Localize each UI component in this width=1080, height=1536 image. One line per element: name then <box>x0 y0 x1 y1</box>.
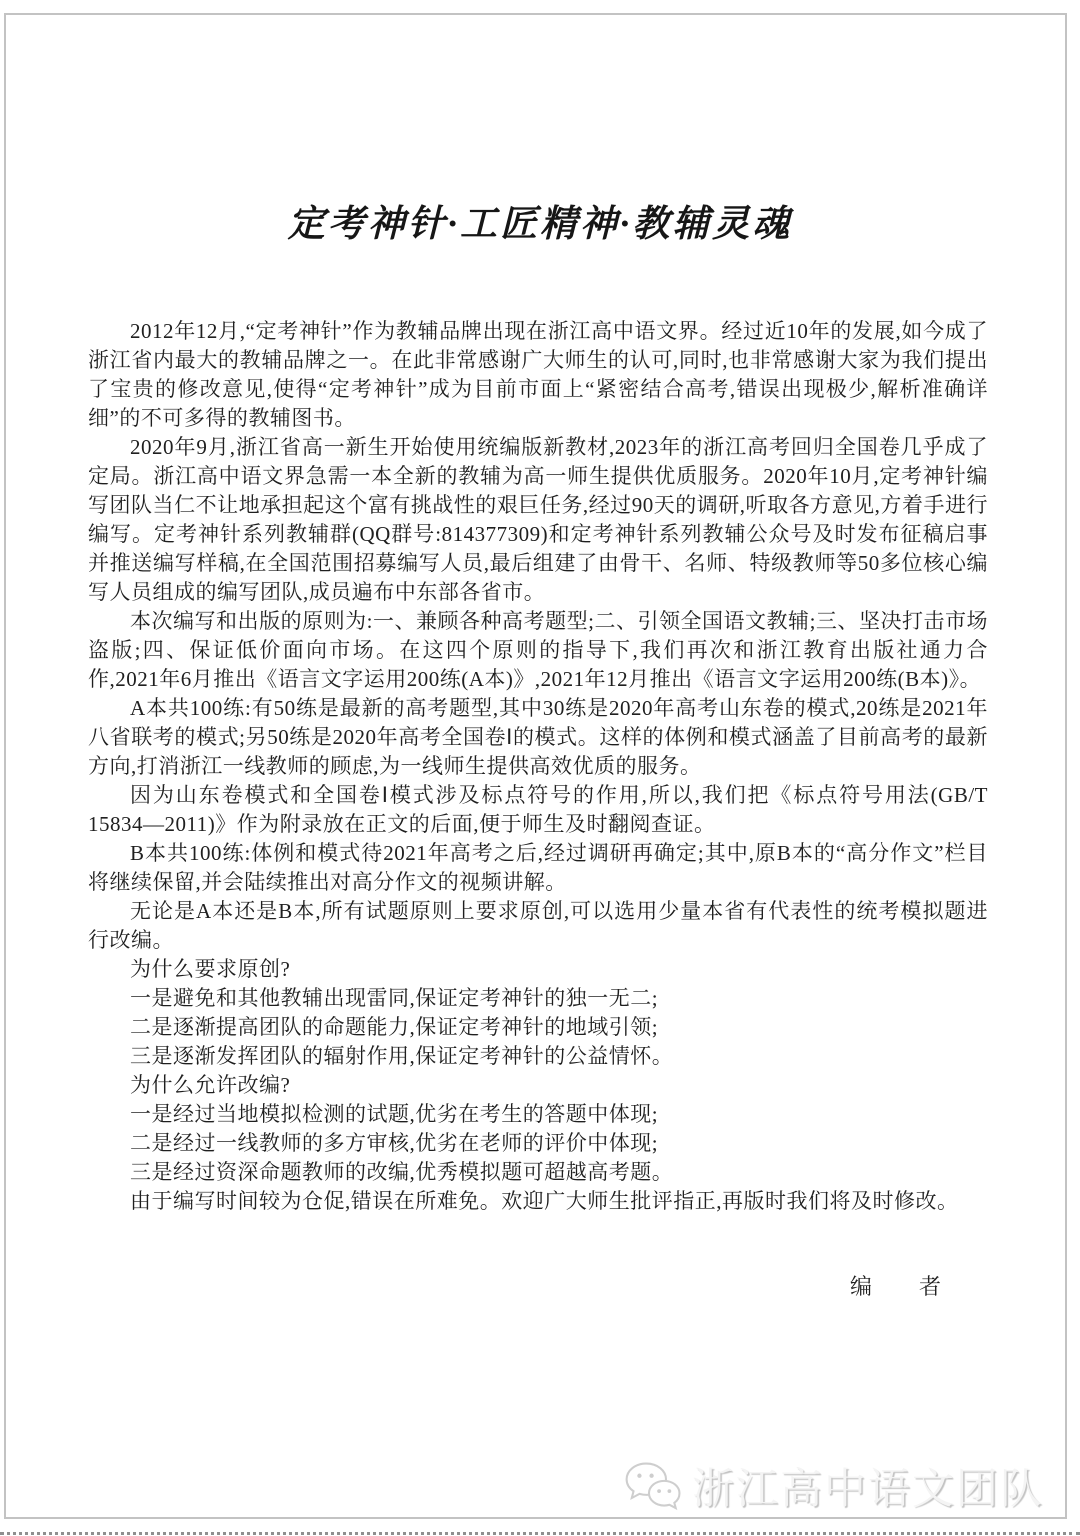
paragraph: B本共100练:体例和模式待2021年高考之后,经过调研再确定;其中,原B本的“高分作文”栏目将继续保留,并会陆续推出对高分作文的视频讲解。 <box>88 841 988 894</box>
paragraph: A本共100练:有50练是最新的高考题型,其中30练是2020年高考山东卷的模式,20练是2021年八省联考的模式;另50练是2020年高考全国卷Ⅰ的模式。这样的体例和模式涵盖了目前高考的最新方向,打消浙江一线教师的顾虑,为一线师生提供高效优质的服务。 <box>88 696 988 778</box>
paragraph: 为什么允许改编? <box>130 1073 291 1097</box>
paragraph: 二是经过一线教师的多方审核,优劣在老师的评价中体现; <box>130 1131 659 1155</box>
paragraph: 因为山东卷模式和全国卷Ⅰ模式涉及标点符号的作用,所以,我们把《标点符号用法(GB/T 15834—2011)》作为附录放在正文的后面,便于师生及时翻阅查证。 <box>88 783 988 836</box>
paragraph: 一是避免和其他教辅出现雷同,保证定考神针的独一无二; <box>130 986 659 1010</box>
paragraph: 一是经过当地模拟检测的试题,优劣在考生的答题中体现; <box>130 1102 659 1126</box>
watermark-label: 浙江高中语文团队 <box>691 1465 1044 1512</box>
page-title: 定考神针·工匠精神·教辅灵魂 <box>287 204 793 245</box>
paragraph: 由于编写时间较为仓促,错误在所难免。欢迎广大师生批评指正,再版时我们将及时修改。 <box>130 1189 959 1213</box>
preface-body <box>88 317 988 1216</box>
paragraph: 无论是A本还是B本,所有试题原则上要求原创,可以选用少量本省有代表性的统考模拟题进行改编。 <box>88 899 988 952</box>
paragraph: 2012年12月,“定考神针”作为教辅品牌出现在浙江高中语文界。经过近10年的发展,如今成了浙江省内最大的教辅品牌之一。在此非常感谢广大师生的认可,同时,也非常感谢大家为我们提出了宝贵的修改意见,使得“定考神针”成为目前市面上“紧密结合高考,错误出现极少,解析准确详细”的不可多得的教辅图书。 <box>88 319 988 430</box>
page-edge-line <box>0 1532 1080 1535</box>
wechat-icon <box>624 1460 682 1512</box>
signature: 编 者 <box>849 1274 942 1299</box>
paragraph: 三是逐渐发挥团队的辐射作用,保证定考神针的公益情怀。 <box>130 1044 674 1068</box>
paragraph: 三是经过资深命题教师的改编,优秀模拟题可超越高考题。 <box>130 1160 674 1184</box>
paragraph: 为什么要求原创? <box>130 957 291 981</box>
paragraph: 2020年9月,浙江省高一新生开始使用统编版新教材,2023年的浙江高考回归全国卷几乎成了定局。浙江高中语文界急需一本全新的教辅为高一师生提供优质服务。2020年10月,定考神针编写团队当仁不让地承担起这个富有挑战性的艰巨任务,经过90天的调研,听取各方意见,方着手进行编写。定考神针系列教辅群(QQ群号:814377309)和定考神针系列教辅公众号及时发布征稿启事并推送编写样稿,在全国范围招募编写人员,最后组建了由骨干、名师、特级教师等50多位核心编写人员组成的编写团队,成员遍布中东部各省市。 <box>88 435 988 604</box>
paragraph: 本次编写和出版的原则为:一、兼顾各种高考题型;二、引领全国语文教辅;三、坚决打击市场盗版;四、保证低价面向市场。在这四个原则的指导下,我们再次和浙江教育出版社通力合作,2021年6月推出《语言文字运用200练(A本)》,2021年12月推出《语言文字运用200练(B本)》。 <box>88 609 988 691</box>
watermark <box>624 1456 1044 1516</box>
paragraph: 二是逐渐提高团队的命题能力,保证定考神针的地域引领; <box>130 1015 659 1039</box>
